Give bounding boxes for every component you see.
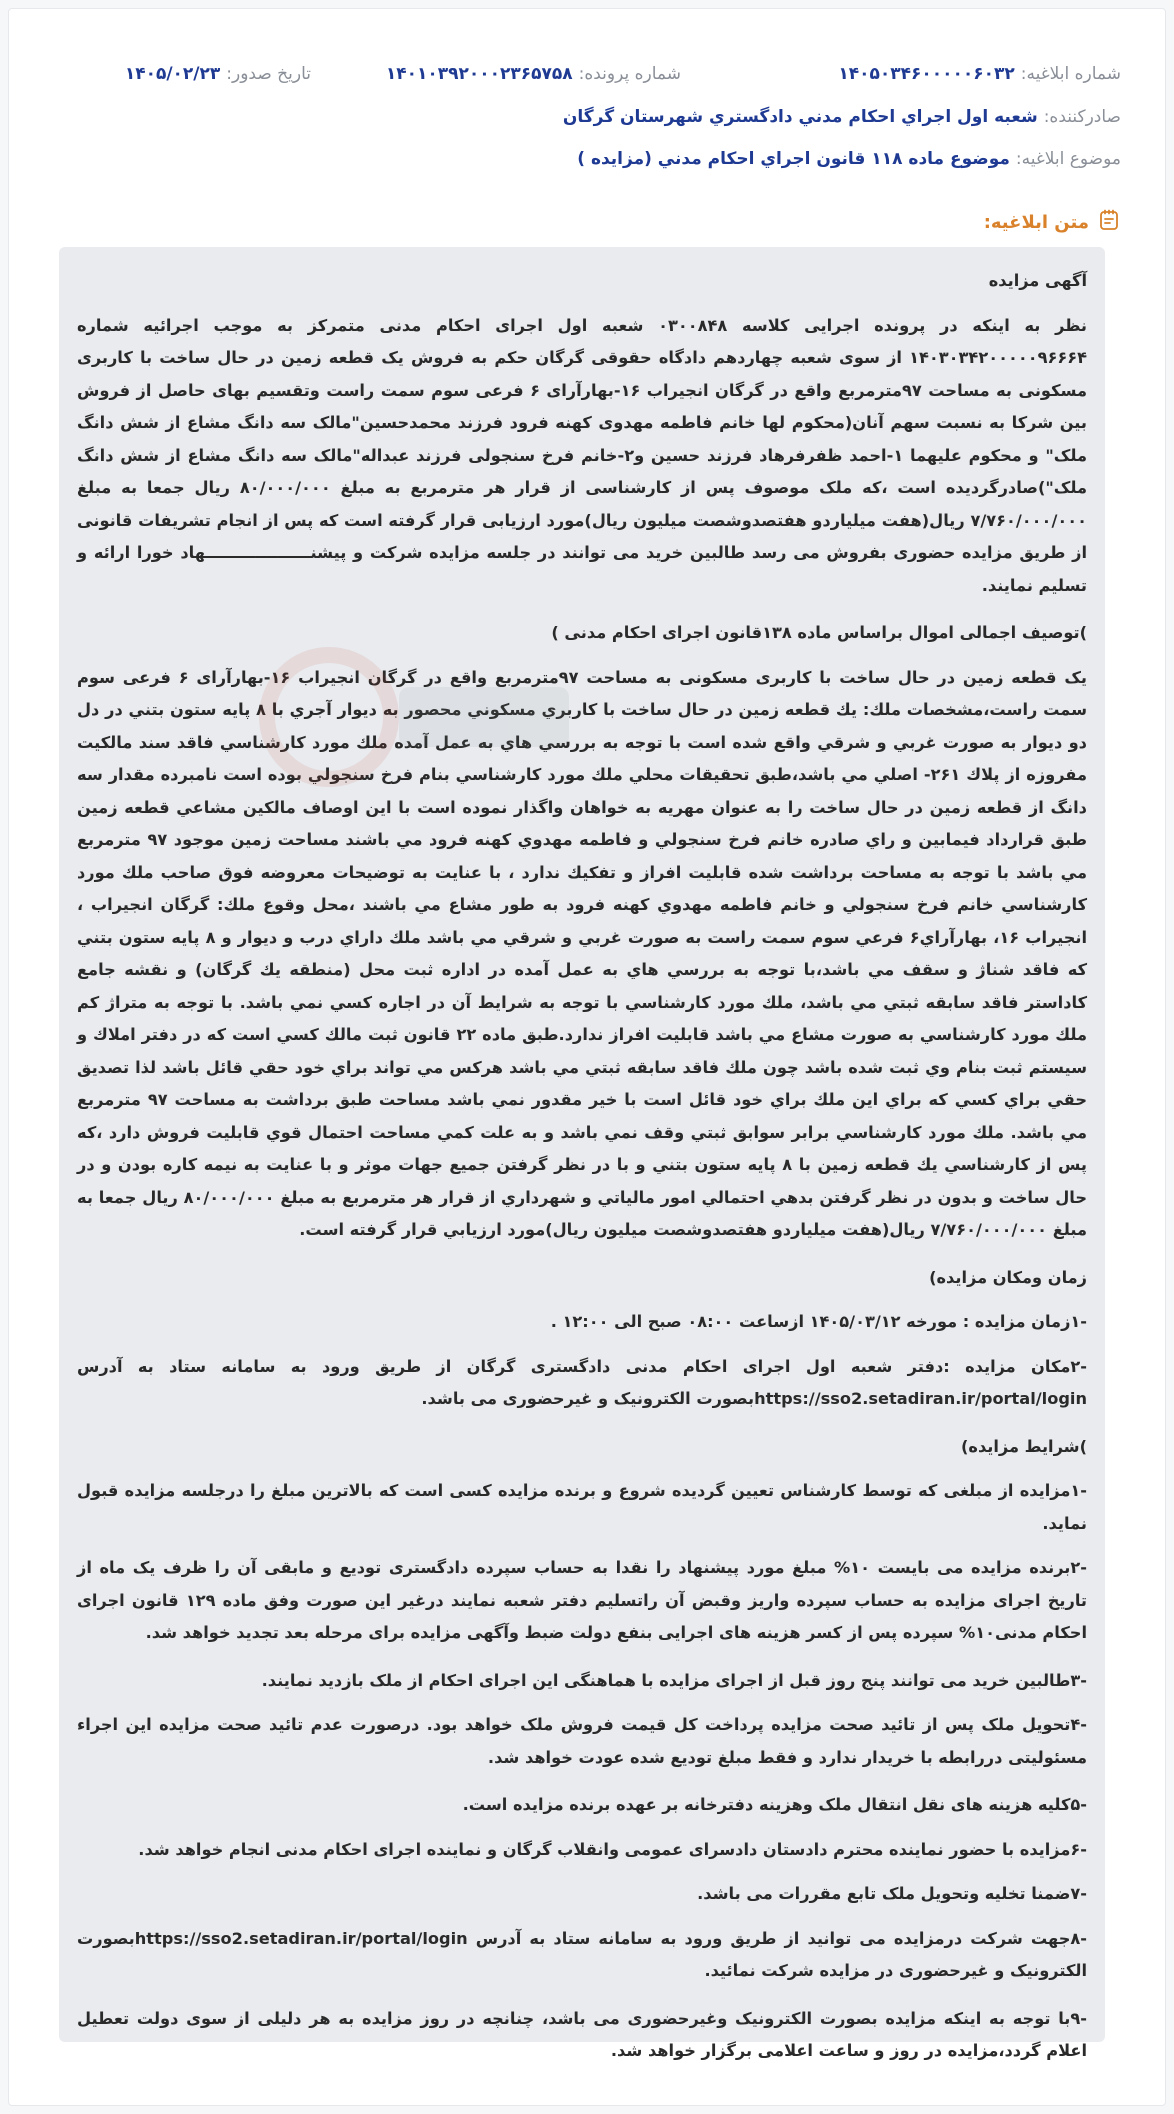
subject-value: موضوع ماده ۱۱۸ قانون اجراي احكام مدني (مزايده ) — [577, 149, 1010, 169]
case-number-label: شماره پرونده: — [578, 64, 681, 84]
paragraph-property-description: یک قطعه زمین در حال ساخت با کاربری مسکونی به مساحت ۹۷مترمربع واقع در گرگان انجیراب ۱۶-بهارآرای ۶ فرعی سوم سمت راست،مشخصات ملك: يك قطعه زمين در حال ساخت با كاربري مسكوني محصور به ديوار آجري با ۸ پايه ستون بتني در دل دو ديوار به صورت غربي و شرقي واقع شده است با توجه به بررسي هاي به عمل آمده ملك مورد كارشناسي فاقد سند مالكيت مفروزه از پلاك ۲۶۱- اصلي مي باشد،طبق تحقيقات محلي ملك مورد كارشناسي بنام فرخ سنجولي بوده است نامبرده مقدار سه دانگ از قطعه زمين در حال ساخت را به عنوان مهريه به خواهان واگذار نموده است با اين اوصاف مالكين مشاعي قطعه زمين طبق قرارداد فيمابين و راي صادره خانم فرخ سنجولي و فاطمه مهدوي كهنه فرود مي باشند مساحت زمين موجود ۹۷ مترمربع مي باشد با توجه به مساحت برداشت شده قابليت افراز و تفكيك ندارد ، با عنايت به توضيحات معروضه فوق صاحب ملك مورد كارشناسي خانم فرخ سنجولي و خانم فاطمه مهدوي كهنه فرود به طور مشاع مي باشند ،محل وقوع ملك: گرگان انجيراب ، انجيراب ۱۶، بهارآراي۶ فرعي سوم سمت راست به صورت غربي و شرقي مي باشد ملك داراي درب و ديوار و ۸ پايه ستون بتني كه فاقد شناژ و سقف مي باشد،با توجه به بررسي هاي به عمل آمده در اداره ثبت محل (منطقه يك گرگان) و نقشه جامع كاداستر فاقد سابقه ثبتي مي باشد، ملك مورد كارشناسي با توجه به شرايط آن در اجاره كسي نمي باشد. با توجه به متراژ كم ملك مورد كارشناسي به صورت مشاع مي باشد قابليت افراز ندارد.طبق ماده ۲۲ قانون ثبت مالك كسي است كه در دفتر املاك و سيستم ثبت بنام وي ثبت شده باشد چون ملك فاقد سابقه ثبتي مي باشد هركس مي تواند براي خود حقي قائل باشد لذا تصديق حقي براي كسي كه براي اين ملك براي خود قائل است با خير مقدور نمي باشد مساحت طبق برداشت به مساحت ۹۷ مترمربع مي باشد. ملك مورد كارشناسي برابر سوابق ثبتي وقف نمي باشد و به علت كمي مساحت احتمال قوي قابليت فروش دارد ،كه پس از كارشناسي يك قطعه زمين با ۸ پايه ستون بتني و با در نظر گرفتن جميع جهات موثر و با عنايت به نيمه كاره بودن و در حال ساخت و بدون در نظر گرفتن بدهي احتمالي امور مالياتي و شهرداري از قرار هر مترمربع به مبلغ ۸۰/۰۰۰/۰۰۰ ريال جمعا به مبلغ ۷/۷۶۰/۰۰۰/۰۰۰ ريال(هفت ميلياردو هفتصدوشصت ميليون ريال)مورد ارزيابي قرار گرفته است. — [77, 667, 1088, 1239]
term-1: -۱مزایده از مبلغی که توسط کارشناس تعیین گردیده شروع و برنده مزایده کسی است که بالاترین مبلغ را درجلسه مزایده قبول نماید. — [77, 1481, 1087, 1533]
issue-date-label: تاریخ صدور: — [226, 64, 311, 84]
subject-label: موضوع ابلاغیه: — [1015, 149, 1121, 169]
term-6: -۶مزایده با حضور نماینده محترم دادستان دادسرای عمومی وانقلاب گرگان و نماینده اجرای احکام مدنی انجام خواهد شد. — [138, 1839, 1087, 1859]
term-8: -۸جهت شرکت درمزایده می توانید از طریق ورود به سامانه ستاد به آدرس https://sso2.setadiran.ir/portal/loginبصورت الکترونیک و غیرحضوری در مزایده شرکت نمائید. — [77, 1928, 1087, 1980]
notice-text-label: متن ابلاغیه: — [983, 212, 1089, 233]
issue-date-value: ۱۴۰۵/۰۲/۲۳ — [124, 64, 221, 84]
issue-date — [125, 64, 311, 84]
term-9: -۹با توجه به اینکه مزایده بصورت الکترونیک وغیرحضوری می باشد، چنانچه در روز مزایده به هر دلیلی از سوی دولت تعطیل اعلام گردد،مزایده در روز و ساعت اعلامی برگزار خواهد شد. — [77, 2008, 1087, 2060]
term-2: -۲برنده مزایده می بایست ۱۰% مبلغ مورد پیشنهاد را نقدا به حساب سپرده دادگستری تودیع و مابقی آن را ظرف یک ماه از تاریخ اجرای مزایده به حساب سپرده واریز وقبض آن راتسلیم دفتر شعبه نمایند درغیر این صورت وفق ماده ۱۲۹ قانون اجرای احکام مدنی۱۰% سپرده پس از کسر هزینه های اجرایی بنفع دولت ضبط وآگهی مزایده برای مرحله بعد تجدید خواهد شد. — [77, 1558, 1087, 1642]
notice-number — [681, 64, 1121, 84]
notice-number-value: ۱۴۰۵۰۳۴۶۰۰۰۰۰۶۰۳۲ — [838, 64, 1015, 84]
term-3: -۳طالبین خرید می توانند پنج روز قبل از اجرای مزایده با هماهنگی این اجرای احکام از ملک بازدید نمایند. — [261, 1670, 1087, 1690]
issuer-value: شعبه اول اجراي احكام مدني دادگستري شهرستان گرگان — [562, 107, 1038, 127]
notice-meta-row — [53, 57, 1121, 91]
notice-title: آگهی مزایده — [988, 271, 1087, 290]
section-heading-description: )توصیف اجمالی اموال براساس ماده ۱۳۸قانون اجرای احکام مدنی ) — [551, 623, 1087, 642]
auction-place: -۲مکان مزایده :دفتر شعبه اول اجرای احکام مدنی دادگستری گرگان از طریق ورود به سامانه ستاد به آدرس https://sso2.setadiran.ir/portal/loginبصورت الکترونیک و غیرحضوری می باشد. — [77, 1356, 1087, 1408]
notice-content — [59, 247, 1105, 2060]
term-4: -۴تحویل ملک پس از تائید صحت مزایده پرداخت کل قیمت فروش ملک خواهد بود. درصورت عدم تائید صحت مزایده این اجراء مسئولیتی دررابطه با خریدار ندارد و فقط مبلغ تودیع شده عودت خواهد شد. — [77, 1715, 1087, 1767]
paragraph-intro: نظر به اینکه در پرونده اجرایی کلاسه ۰۳۰۰۸۴۸ شعبه اول اجرای احکام مدنی متمرکز به موجب اجرائیه شماره ۱۴۰۳۰۳۴۲۰۰۰۰۰۹۶۶۶۴ از سوی شعبه چهاردهم دادگاه حقوقی گرگان حکم به فروش یک قطعه زمین در حال ساخت با کاربری مسکونی به مساحت ۹۷مترمربع واقع در گرگان انجیراب ۱۶-بهارآرای ۶ فرعی سوم سمت راست وتقسیم بهای حاصل از فروش بین شرکا به نسبت سهم آنان(محکوم لها خانم فاطمه مهدوی کهنه فرود فرزند محمدحسین"مالک سه دانگ مشاع از شش دانگ ملک" و محکوم علیهما ۱-احمد ظفرفرهاد فرزند حسین و۲-خانم فرخ سنجولی فرزند عبداله"مالک سه دانگ مشاع از شش دانگ ملک")صادرگردیده است ،که ملک موصوف پس از کارشناسی از قرار هر مترمربع به مبلغ ۸۰/۰۰۰/۰۰۰ ریال جمعا به مبلغ ۷/۷۶۰/۰۰۰/۰۰۰ ریال(هفت میلیاردو هفتصدوشصت میلیون ریال)مورد ارزیابی قرار گرفته است که پس از انجام تشریفات قانونی از طریق مزایده حضوری بفروش می رسد طالبین خرید می توانند در جلسه مزایده شرکت و پیشنـــــــــــــــــــهاد خورا ارائه و تسلیم نمایند. — [77, 315, 1088, 595]
term-7: -۷ضمنا تخلیه وتحویل ملک تابع مقررات می باشد. — [697, 1884, 1087, 1903]
notice-number-label: شماره ابلاغیه: — [1020, 64, 1121, 84]
section-heading-terms: )شرایط مزایده) — [960, 1436, 1087, 1456]
issuer-line — [53, 107, 1121, 127]
document-notes-icon — [1097, 208, 1121, 237]
section-heading-time-place: زمان ومکان مزایده) — [929, 1267, 1087, 1287]
auction-time: -۱زمان مزایده : مورخه ۱۴۰۵/۰۳/۱۲ ازساعت ۰۸:۰۰ صبح الی ۱۲:۰۰ . — [550, 1312, 1087, 1331]
term-5: -۵کلیه هزینه های نقل انتقال ملک وهزینه دفترخانه بر عهده برنده مزایده است. — [462, 1795, 1087, 1814]
subject-line — [53, 149, 1121, 169]
notice-page — [8, 8, 1166, 2106]
case-number — [311, 64, 681, 84]
case-number-value: ۱۴۰۱۰۳۹۲۰۰۰۲۳۶۵۷۵۸ — [385, 64, 573, 84]
issuer-label: صادرکننده: — [1043, 107, 1121, 127]
notice-text-heading — [984, 208, 1121, 237]
